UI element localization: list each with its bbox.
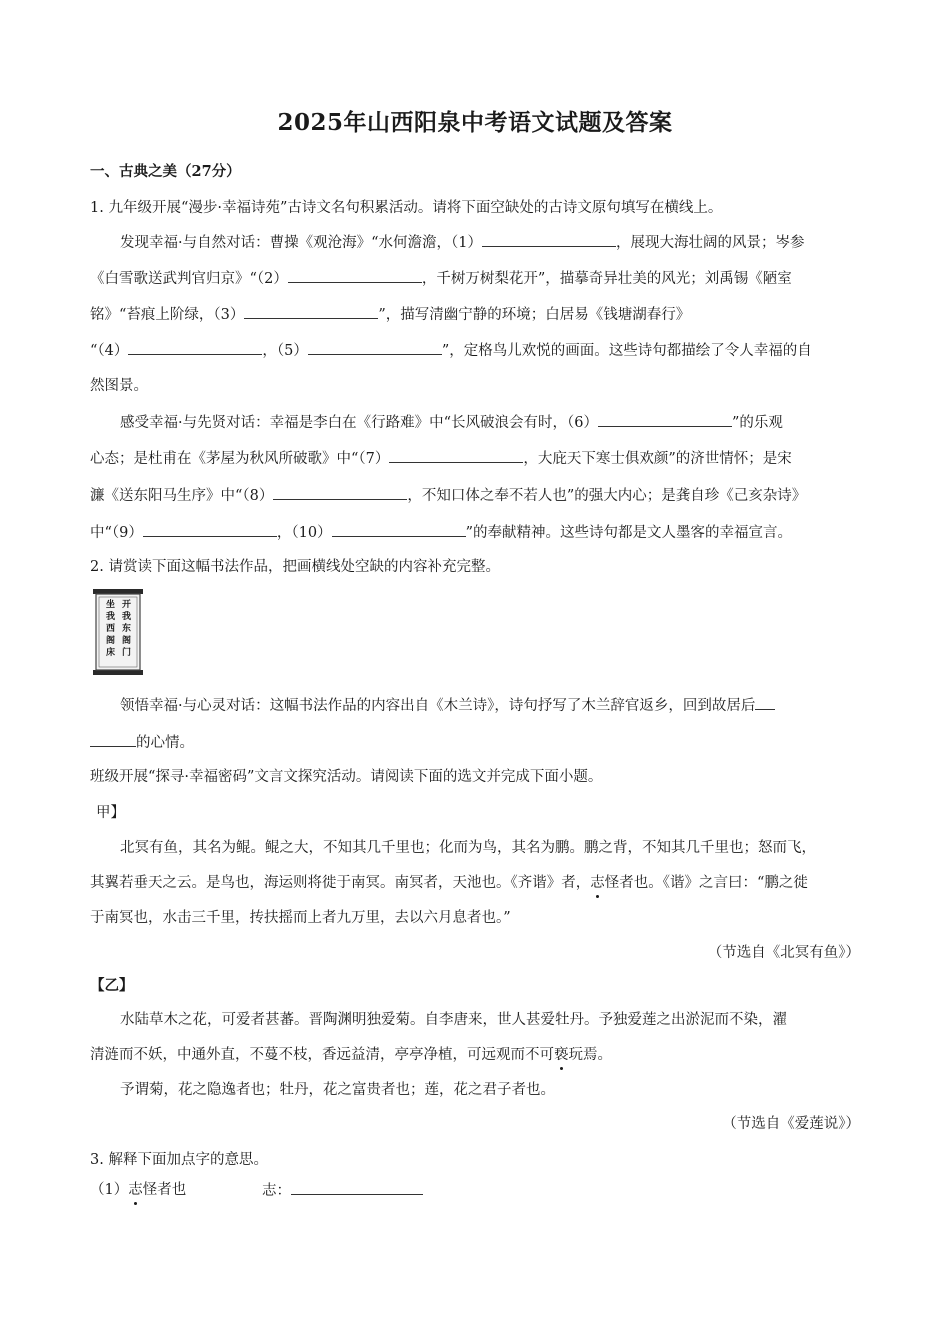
- svg-text:我: 我: [122, 612, 132, 622]
- page-title: 2025年山西阳泉中考语文试题及答案: [277, 109, 673, 136]
- q1-line: 濂《送东阳马生序》中“（8） ，不知口体之奉不若人也”的强大内心；是龚自珍《己亥杂诗》: [90, 485, 806, 506]
- q3-stem: 3. 解释下面加点字的意思。: [90, 1152, 268, 1168]
- answer-blank-q2-end[interactable]: [90, 732, 136, 747]
- answer-blank-7[interactable]: [389, 448, 523, 463]
- svg-text:门: 门: [122, 648, 132, 658]
- calligraphy-scroll-icon: [92, 588, 144, 676]
- svg-text:阁: 阁: [122, 636, 132, 646]
- q2-line: 领悟幸福·与心灵对话：这幅书法作品的内容出自《木兰诗》，诗句抒写了木兰辞官返乡，回到故居后: [120, 695, 775, 716]
- answer-blank-q2-start[interactable]: [755, 695, 775, 710]
- activity-intro: 班级开展“探寻·幸福密码”文言文探究活动。请阅读下面的选文并完成下面小题。: [90, 769, 603, 785]
- q1-stem: 1. 九年级开展“漫步·幸福诗苑”古诗文名句积累活动。请将下面空缺处的古诗文原句填写在横线上。: [90, 200, 723, 216]
- q3-item-1: （1）志怪者也: [90, 1182, 187, 1198]
- passage-yi-line: 清涟而不妖，中通外直，不蔓不枝，香远益清，亭亭净植，可远观而不可亵玩焉。: [90, 1047, 612, 1063]
- passage-label-jia: 甲】: [96, 805, 125, 821]
- answer-blank-4[interactable]: [128, 340, 262, 355]
- q2-line: 的心情。: [90, 732, 194, 753]
- q1-line: 然图景。: [90, 378, 148, 394]
- svg-text:我: 我: [106, 612, 116, 622]
- section-heading: 一、古典之美（27分）: [90, 163, 241, 180]
- q2-stem: 2. 请赏读下面这幅书法作品，把画横线处空缺的内容补充完整。: [90, 559, 500, 575]
- passage-jia-line: 其翼若垂天之云。是鸟也，海运则将徙于南冥。南冥者，天池也。《齐谐》者，志怪者也。《谐》之言曰：“鹏之徙: [90, 875, 808, 891]
- answer-blank-5[interactable]: [308, 340, 442, 355]
- answer-blank-2[interactable]: [288, 268, 422, 283]
- q1-line: “（4） ，（5） ”，定格鸟儿欢悦的画面。这些诗句都描绘了令人幸福的自: [90, 340, 812, 361]
- calligraphy-col: 开: [122, 600, 132, 610]
- passage-jia-line: 北冥有鱼，其名为鲲。鲲之大，不知其几千里也；化而为鸟，其名为鹏。鹏之背，不知其几千里也；怒而飞，: [120, 840, 816, 856]
- answer-blank-6[interactable]: [598, 412, 732, 427]
- calligraphy-image: [92, 588, 144, 676]
- passage-yi-line: 予谓菊，花之隐逸者也；牡丹，花之富贵者也；莲，花之君子者也。: [120, 1082, 555, 1098]
- svg-text:西: 西: [106, 624, 116, 634]
- q3-item-1-answer: 志：: [262, 1180, 423, 1201]
- svg-text:东: 东: [122, 624, 132, 634]
- passage-jia-line: 于南冥也，水击三千里，抟扶摇而上者九万里，去以六月息者也。”: [90, 910, 511, 926]
- q1-line: 铭》“苔痕上阶绿，（3） ”，描写清幽宁静的环境；白居易《钱塘湖春行》: [90, 304, 690, 325]
- answer-blank-10[interactable]: [332, 522, 466, 537]
- svg-text:阁: 阁: [106, 636, 116, 646]
- svg-text:床: 床: [106, 648, 116, 658]
- passage-label-yi: 【乙】: [90, 977, 134, 994]
- q1-line: 《白雪歌送武判官归京》“（2） ，千树万树梨花开”，描摹奇异壮美的风光；刘禹锡《陋室: [90, 268, 792, 289]
- q1-line: 心态；是杜甫在《茅屋为秋风所破歌》中“（7） ，大庇天下寒士俱欢颜”的济世情怀；是宋: [90, 448, 792, 469]
- passage-source: （节选自《北冥有鱼》）: [707, 945, 860, 961]
- passage-yi-line: 水陆草木之花，可爱者甚蕃。晋陶渊明独爱菊。自李唐来，世人甚爱牡丹。予独爱莲之出淤泥而不染，濯: [120, 1012, 787, 1028]
- answer-blank-q3-1[interactable]: [291, 1180, 423, 1195]
- svg-text:坐: 坐: [106, 600, 116, 610]
- q1-line: 发现幸福·与自然对话：曹操《观沧海》“水何澹澹，（1） ，展现大海壮阔的风景；岑参: [120, 232, 805, 253]
- answer-blank-8[interactable]: [273, 485, 407, 500]
- q1-line: 感受幸福·与先贤对话：幸福是李白在《行路难》中“长风破浪会有时，（6） ”的乐观: [120, 412, 783, 433]
- answer-blank-1[interactable]: [482, 232, 616, 247]
- q1-line: 中“（9） ，（10） ”的奉献精神。这些诗句都是文人墨客的幸福宣言。: [90, 522, 792, 543]
- answer-blank-9[interactable]: [143, 522, 277, 537]
- answer-blank-3[interactable]: [244, 304, 378, 319]
- passage-source: （节选自《爱莲说》）: [722, 1116, 860, 1132]
